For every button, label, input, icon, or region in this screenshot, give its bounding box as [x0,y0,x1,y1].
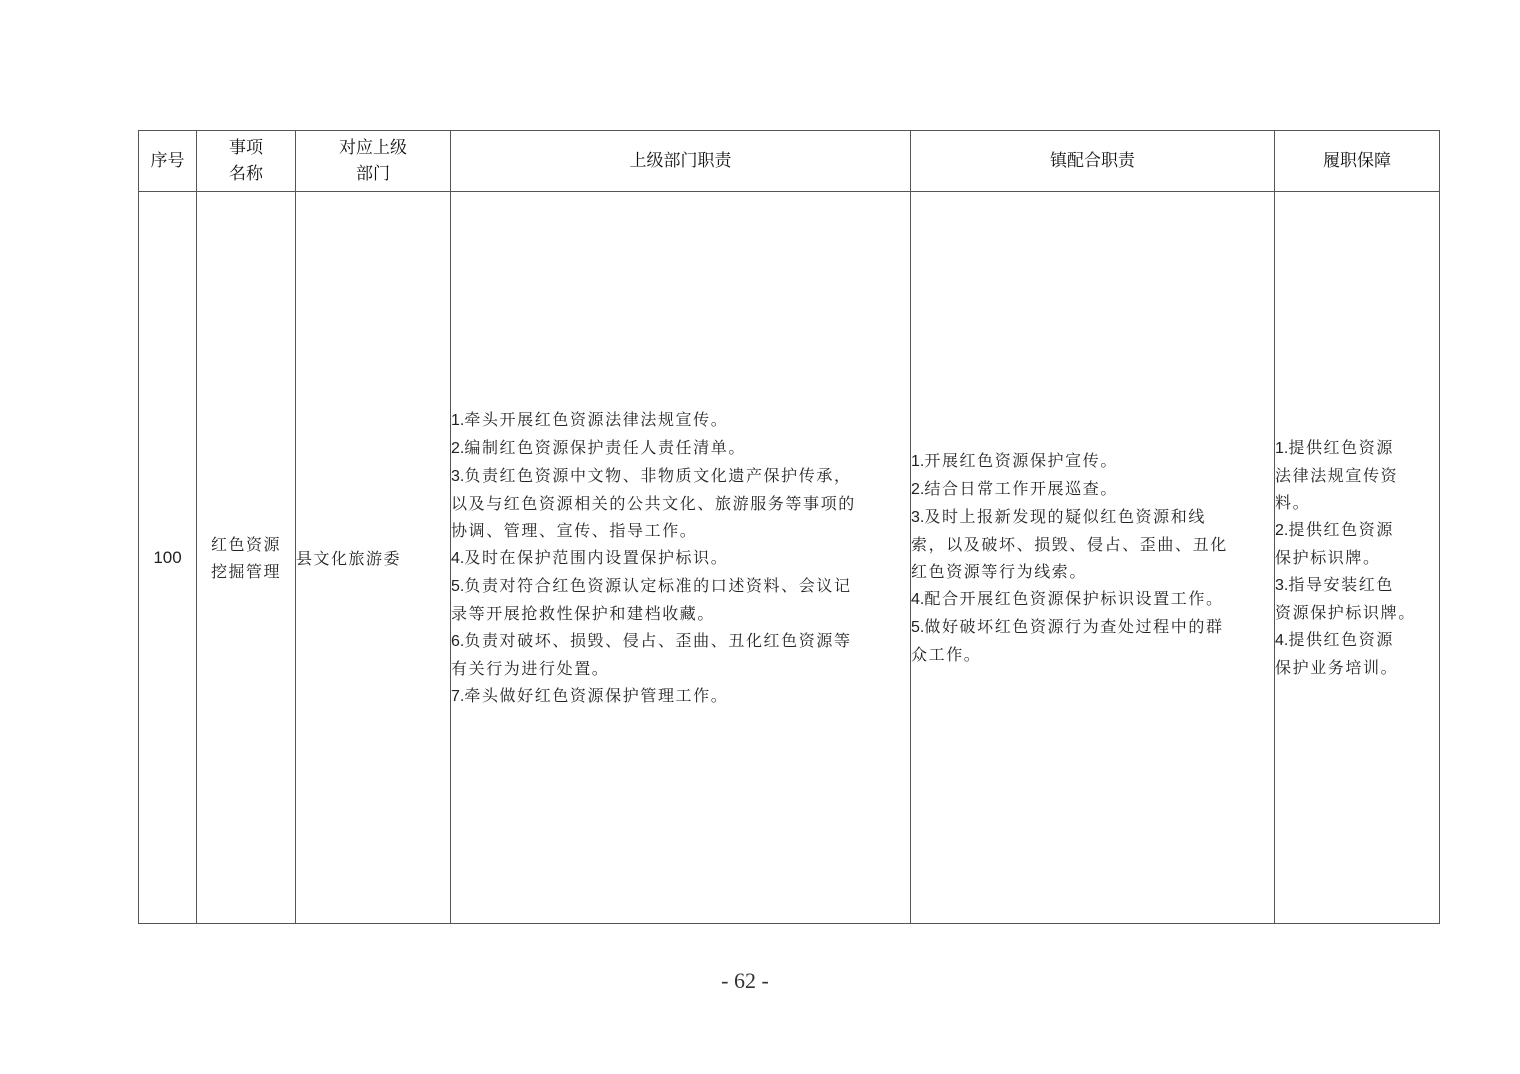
list-item [451,682,910,710]
list-item-number: 1. [911,453,925,470]
list-item [911,503,1274,585]
header-superior-duties: 上级部门职责 [451,131,911,192]
list-item-number: 3. [1275,577,1289,594]
list-item [1275,434,1439,516]
list-item-number: 2. [1275,522,1289,539]
town-duties-cell [911,192,1275,924]
list-item-text: 负责红色资源中文物、非物质文化遗产保护传承， 以及与红色资源相关的公共文化、旅游服务等事项的 协调、管理、宣传、指导工作。 [451,465,856,540]
list-item [451,462,910,544]
list-item [451,406,910,434]
list-item-text: 提供红色资源 保护标识牌。 [1275,520,1394,567]
page-number: - 62 - [721,968,769,993]
list-item [1275,571,1439,626]
list-item-number: 3. [451,467,465,485]
header-town-duties: 镇配合职责 [911,131,1275,192]
row-dept: 县文化旅游委 [296,192,451,924]
list-item-text: 做好破坏红色资源行为查处过程中的群 众工作。 [911,617,1224,664]
list-item [1275,626,1439,681]
list-item-text: 提供红色资源 法律法规宣传资 料。 [1275,438,1399,512]
list-item-number: 5. [451,577,465,595]
row-item-name: 红色资源 挖掘管理 [197,192,296,924]
list-item-number: 5. [911,619,925,636]
list-item-text: 编制红色资源保护责任人责任清单。 [464,437,746,457]
header-dept: 对应上级 部门 [296,131,451,192]
list-item-number: 1. [1275,440,1289,457]
row-seq: 100 [139,192,197,924]
list-item-number: 2. [911,481,925,498]
header-item-name: 事项 名称 [197,131,296,192]
list-item-text: 牵头开展红色资源法律法规宣传。 [464,409,729,429]
table-row [139,192,1440,924]
list-item-text: 结合日常工作开展巡查。 [924,479,1118,498]
list-item-number: 2. [451,439,465,457]
list-item [451,627,910,682]
duty-table [138,130,1440,924]
superior-duties-cell [451,192,911,924]
list-item [911,447,1274,475]
table-header-row [139,131,1440,192]
header-guarantee: 履职保障 [1275,131,1440,192]
list-item-text: 提供红色资源 保护业务培训。 [1275,630,1399,677]
list-item-text: 负责对符合红色资源认定标准的口述资料、会议记 录等开展抢救性保护和建档收藏。 [451,575,852,623]
list-item-text: 指导安装红色 资源保护标识牌。 [1275,575,1416,622]
list-item-number: 7. [451,687,465,705]
superior-duties-list [451,406,910,710]
list-item [451,544,910,572]
list-item-text: 及时在保护范围内设置保护标识。 [464,547,729,567]
list-item [911,613,1274,668]
list-item [911,585,1274,613]
list-item-number: 4. [911,591,925,608]
list-item-number: 6. [451,632,465,650]
list-item-text: 牵头做好红色资源保护管理工作。 [464,685,729,705]
list-item [451,434,910,462]
list-item-number: 1. [451,411,465,429]
list-item-text: 负责对破坏、损毁、侵占、歪曲、丑化红色资源等 有关行为进行处置。 [451,630,852,678]
list-item [911,475,1274,503]
guarantee-cell [1275,192,1440,924]
header-seq: 序号 [139,131,197,192]
list-item-number: 4. [1275,632,1289,649]
list-item-text: 开展红色资源保护宣传。 [924,451,1118,470]
list-item-number: 4. [451,549,465,567]
town-duties-list [911,447,1274,668]
list-item-text: 及时上报新发现的疑似红色资源和线 索，以及破坏、损毁、侵占、歪曲、丑化 红色资源等行为线索。 [911,507,1228,581]
guarantee-list [1275,434,1439,681]
list-item-number: 3. [911,509,925,526]
list-item [451,572,910,627]
list-item [1275,516,1439,571]
list-item-text: 配合开展红色资源保护标识设置工作。 [924,589,1224,608]
